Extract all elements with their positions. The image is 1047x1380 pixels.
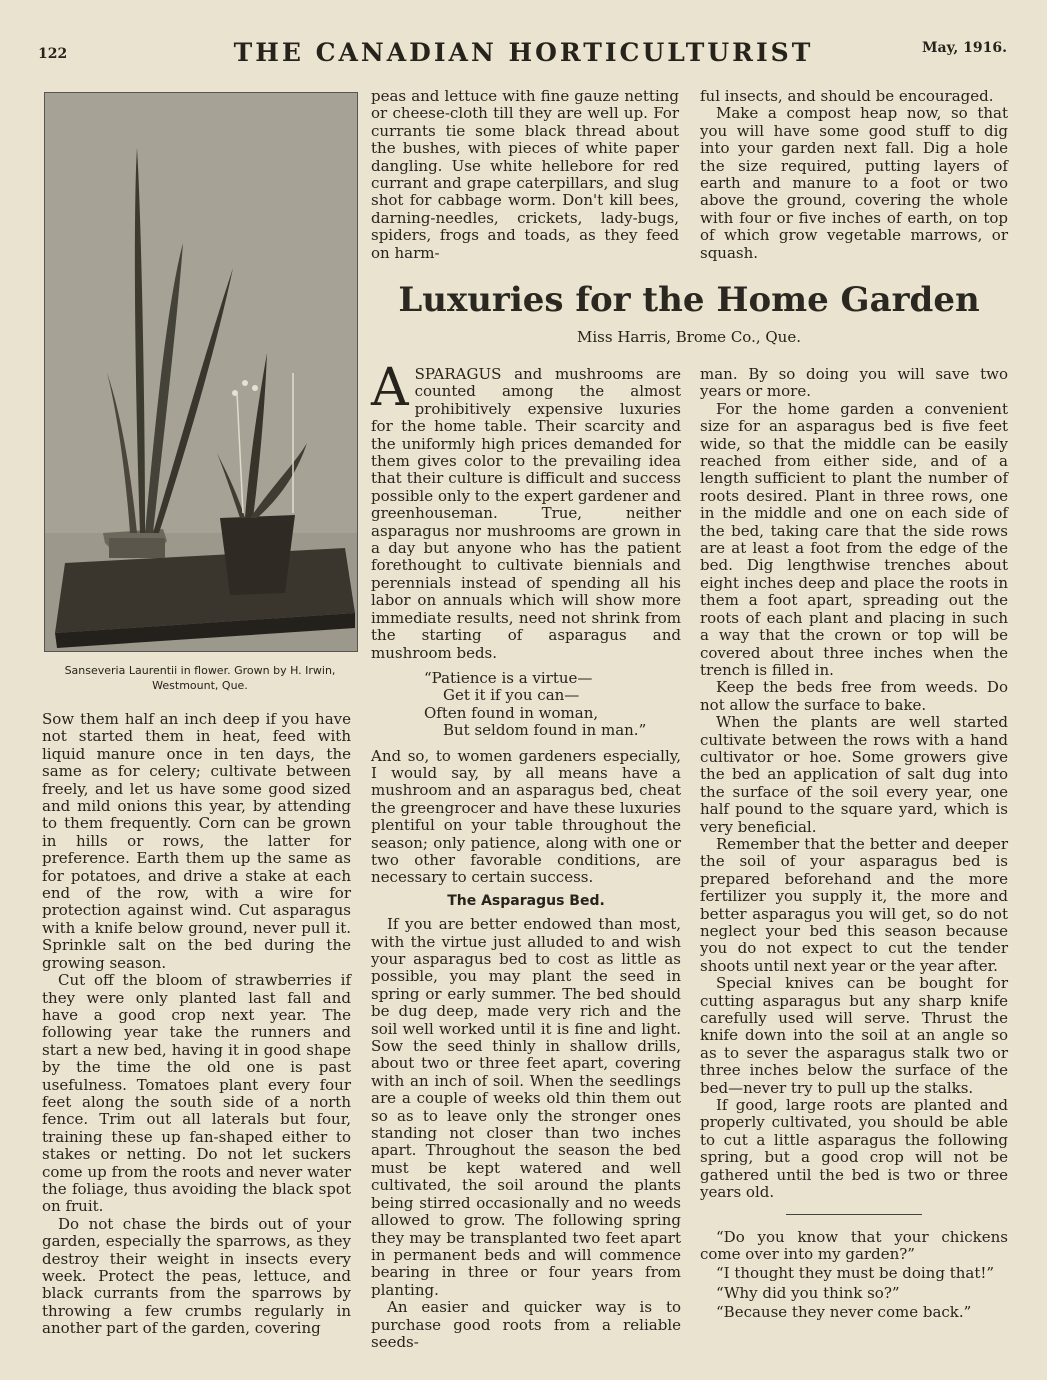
paragraph: Special knives can be bought for cutting asparagus but any sharp knife carefully used will serve. Thrust the knife down into the soil at an angle so as to sever the asparagus stalk two or three inches below the surface of the bed—never try to pull up the stalks. xyxy=(700,974,1008,1097)
paragraph: Make a compost heap now, so that you will have some good stuff to dig into your garden next fall. Dig a hole the size required, putting layers of earth and manure to a foot or two above the ground, covering the whole with four or five inches of earth, on top of which grow vegetable marrows, or squash. xyxy=(700,104,1008,262)
paragraph: And so, to women gardeners especially, I would say, by all means have a mushroom and an asparagus bed, cheat the greengrocer and have these luxuries plentiful on your table throughout the season; only patience, along with one or two other favorable conditions, are necessary to certain success. xyxy=(371,746,681,887)
paragraph: When the plants are well started cultivate between the rows with a hand cultivator or hoe. Some growers give the bed an application of salt dug into the surface of the soil every year, one half pound to the square yard, which is very beneficial. xyxy=(700,713,1008,836)
joke-line: “I thought they must be doing that!” xyxy=(716,1264,995,1283)
poem-line: But seldom found in man.” xyxy=(443,721,647,740)
photo-caption: Sanseveria Laurentii in flower. Grown by H. Irwin, Westmount, Que. xyxy=(64,664,336,692)
paragraph: If you are better endowed than most, with the virtue just alluded to and wish your asparagus bed to cost as little as possible, you may plant the seed in spring or early summer. The bed should be dug deep, made very rich and the soil well worked until it is fine and light. Sow the seed thinly in shallow drills, about two or three feet apart, covering with an inch of soil. When the seedlings are a couple of weeks old thin them out so as to leave only the stronger ones standing not closer than two inches apart. Throughout the season the bed must be kept watered and well cultivated, the soil around the plants being stirred occasionally and no weeds allowed to grow. The following spring they may be transplanted two feet apart in permanent beds and will commence bearing in three or four years from planting. xyxy=(371,915,681,1299)
column-left xyxy=(42,711,351,1338)
column-top-right xyxy=(700,88,1008,262)
column-article-middle xyxy=(371,358,681,1351)
article-byline: Miss Harris, Brome Co., Que. xyxy=(577,328,801,346)
page-number: 122 xyxy=(38,46,68,62)
masthead: THE CANADIAN HORTICULTURIST xyxy=(233,38,814,67)
column-top-middle xyxy=(371,88,679,262)
paragraph: For the home garden a convenient size for an asparagus bed is five feet wide, so that the middle can be easily reached from either side, and of a length sufficient to plant the number of roots desired. Plant in three rows, one in the middle and one on each side of the bed, taking care that the side rows are at least a foot from the edge of the bed. Dig lengthwise trenches about eight inches deep and place the roots in them a foot apart, spreading out the roots of each plant and placing in such a way that the crown or top will be covered about three inches when the trench is filled in. xyxy=(700,399,1008,679)
paragraph: Do not chase the birds out of your garden, especially the sparrows, as they destroy their weight in insects every week. Protect the peas, lettuce, and black currants from the sparrows by throwing a few crumbs regularly in another part of the garden, covering xyxy=(42,1214,351,1338)
drop-cap: A xyxy=(371,358,409,418)
paragraph: If good, large roots are planted and properly cultivated, you should be able to cut a little asparagus the following spring, but a good crop will not be gathered until the bed is two or three years old. xyxy=(700,1096,1008,1202)
intro-text: SPARAGUS and mushrooms are counted among the almost prohibitively expensive luxuries for the home table. Their scarcity and the uniformly high prices demanded for them gives color to the prevailing idea that their culture is difficult and success possible only to the expert gardener and greenhouseman. True, neither asparagus nor mushrooms are grown in a day but anyone who has the patient forethought to cultivate biennials and perennials instead of spending all his labor on annuals which will show more immediate results, need not shrink from the starting of asparagus and mushroom beds. xyxy=(371,365,681,662)
paragraph: Keep the beds free from weeds. Do not allow the surface to bake. xyxy=(700,678,1008,714)
joke-line: “Do you know that your chickens come over into my garden?” xyxy=(700,1227,1008,1263)
poem-line: Get it if you can— xyxy=(443,686,580,705)
paragraph: ful insects, and should be encouraged. xyxy=(700,87,994,105)
paragraph: man. By so doing you will save two years or more. xyxy=(700,365,1008,401)
divider xyxy=(786,1214,922,1215)
plant-photo-illustration xyxy=(45,93,357,651)
column-article-right xyxy=(700,366,1008,1324)
issue-date: May, 1916. xyxy=(922,40,1007,56)
poem-line: “Patience is a virtue— xyxy=(424,668,593,687)
paragraph: Remember that the better and deeper the soil of your asparagus bed is prepared beforehand and the more fertilizer you supply it, the more and better asparagus you will get, so do not neglect your bed this season because you do not expect to cut the tender shoots until next year or the year after. xyxy=(700,834,1008,975)
joke-line: “Because they never come back.” xyxy=(716,1303,972,1322)
paragraph: peas and lettuce with fine gauze netting or cheese-cloth till they are well up. For currants tie some black thread about the bushes, with pieces of white paper dangling. Use white hellebore for red currant and grape caterpillars, and slug shot for cabbage worm. Don't kill bees, darning-needles, crickets, lady-bugs, spiders, frogs and toads, as they feed on harm- xyxy=(371,87,679,262)
plant-photo xyxy=(44,92,358,652)
subheading-asparagus-bed: The Asparagus Bed. xyxy=(447,892,605,909)
joke xyxy=(700,1229,1008,1322)
poem-line: Often found in woman, xyxy=(424,703,599,722)
paragraph: Sow them half an inch deep if you have not started them in heat, feed with liquid manure once in ten days, the same as for celery; cultivate between freely, and let us have some good sized and mild onions this year, by attending to them frequently. Corn can be grown in hills or rows, the latter for preference. Earth them up the same as for potatoes, and drive a stake at each end of the row, with a wire for protection against wind. Cut asparagus with a knife below ground, never pull it. Sprinkle salt on the bed during the growing season. xyxy=(42,710,351,972)
poem xyxy=(371,670,681,740)
joke-line: “Why did you think so?” xyxy=(716,1283,900,1302)
article-intro xyxy=(371,358,681,662)
paragraph: Cut off the bloom of strawberries if they were only planted last fall and have a good crop next year. The following year take the runners and start a new bed, having it in good shape by the time the old one is past usefulness. Tomatoes plant every four feet along the south side of a north fence. Trim out all laterals but four, training these up fan-shaped either to stakes or netting. Do not let suckers come up from the roots and never water the foliage, thus avoiding the black spot on fruit. xyxy=(42,971,351,1216)
article-title: Luxuries for the Home Garden xyxy=(398,280,980,320)
paragraph: An easier and quicker way is to purchase good roots from a reliable seeds- xyxy=(371,1298,681,1351)
